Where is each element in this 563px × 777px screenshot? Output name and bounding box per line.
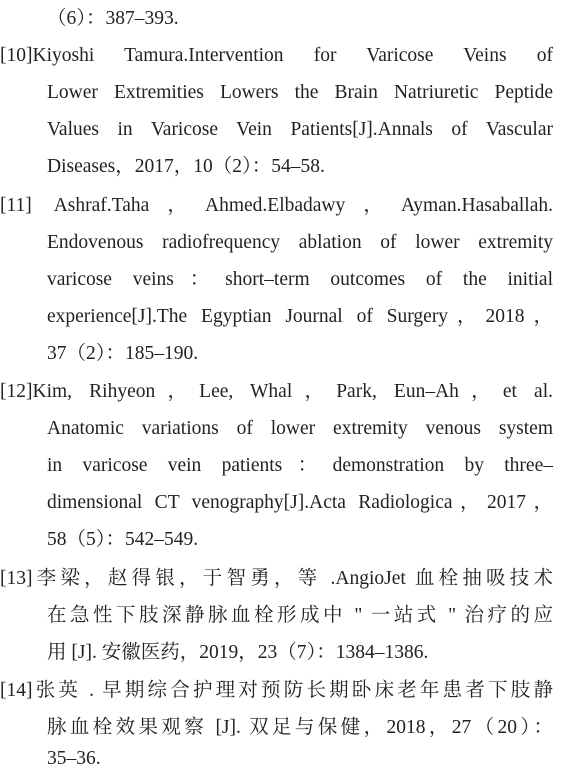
reference-number: [13]: [0, 568, 33, 589]
reference-13-line-2: 在急性下肢深静脉血栓形成中 " 一站式 " 治疗的应: [47, 605, 553, 626]
reference-number: [11]: [0, 195, 32, 216]
reference-number: [10]: [0, 45, 33, 66]
reference-12-line-3: in varicose vein patients：demonstration by three–: [47, 455, 553, 476]
reference-10-line-1: [0, 37, 553, 74]
reference-text: 张英 . 早期综合护理对预防长期卧床老年患者下肢静: [32, 680, 553, 701]
reference-10-line-3: Values in Varicose Vein Patients[J].Annals of Vascular: [47, 119, 553, 140]
reference-continuation-line: （6）：387–393.: [47, 8, 179, 29]
reference-text: Kim, Rihyeon，Lee, Whal，Park, Eun–Ah，et al.: [32, 381, 553, 402]
reference-13-line-3: 用 [J]. 安徽医药，2019，23（7）：1384–1386.: [47, 642, 429, 663]
reference-10-line-2: Lower Extremities Lowers the Brain Natriuretic Peptide: [47, 82, 553, 103]
reference-14-line-1: [0, 672, 553, 709]
reference-12-line-2: Anatomic variations of lower extremity venous system: [47, 418, 553, 439]
reference-14-line-3: 35–36.: [47, 748, 101, 769]
reference-10-line-4: Diseases，2017，10（2）：54–58.: [47, 156, 325, 177]
reference-11-line-2: Endovenous radiofrequency ablation of lower extremity: [47, 232, 553, 253]
reference-11-line-4: experience[J].The Egyptian Journal of Surgery，2018，: [47, 306, 553, 327]
reference-text: 李梁，赵得银，于智勇，等 .AngioJet 血栓抽吸技术: [32, 568, 553, 589]
reference-14-line-2: 脉血栓效果观察 [J]. 双足与保健，2018，27（20）：: [47, 717, 553, 738]
reference-number: [12]: [0, 381, 33, 402]
reference-number: [14]: [0, 680, 33, 701]
reference-13-line-1: [0, 560, 553, 597]
reference-11-line-5: 37（2）：185–190.: [47, 343, 199, 364]
reference-11-line-1: [0, 187, 553, 224]
reference-12-line-5: 58（5）：542–549.: [47, 529, 199, 550]
reference-text: Ashraf.Taha，Ahmed.Elbadawy，Ayman.Hasaballah.: [53, 195, 553, 216]
reference-11-line-3: varicose veins：short–term outcomes of the initial: [47, 269, 553, 290]
reference-text: Kiyoshi Tamura.Intervention for Varicose Veins of: [32, 45, 553, 66]
reference-12-line-1: [0, 373, 553, 410]
reference-12-line-4: dimensional CT venography[J].Acta Radiologica，2017，: [47, 492, 553, 513]
